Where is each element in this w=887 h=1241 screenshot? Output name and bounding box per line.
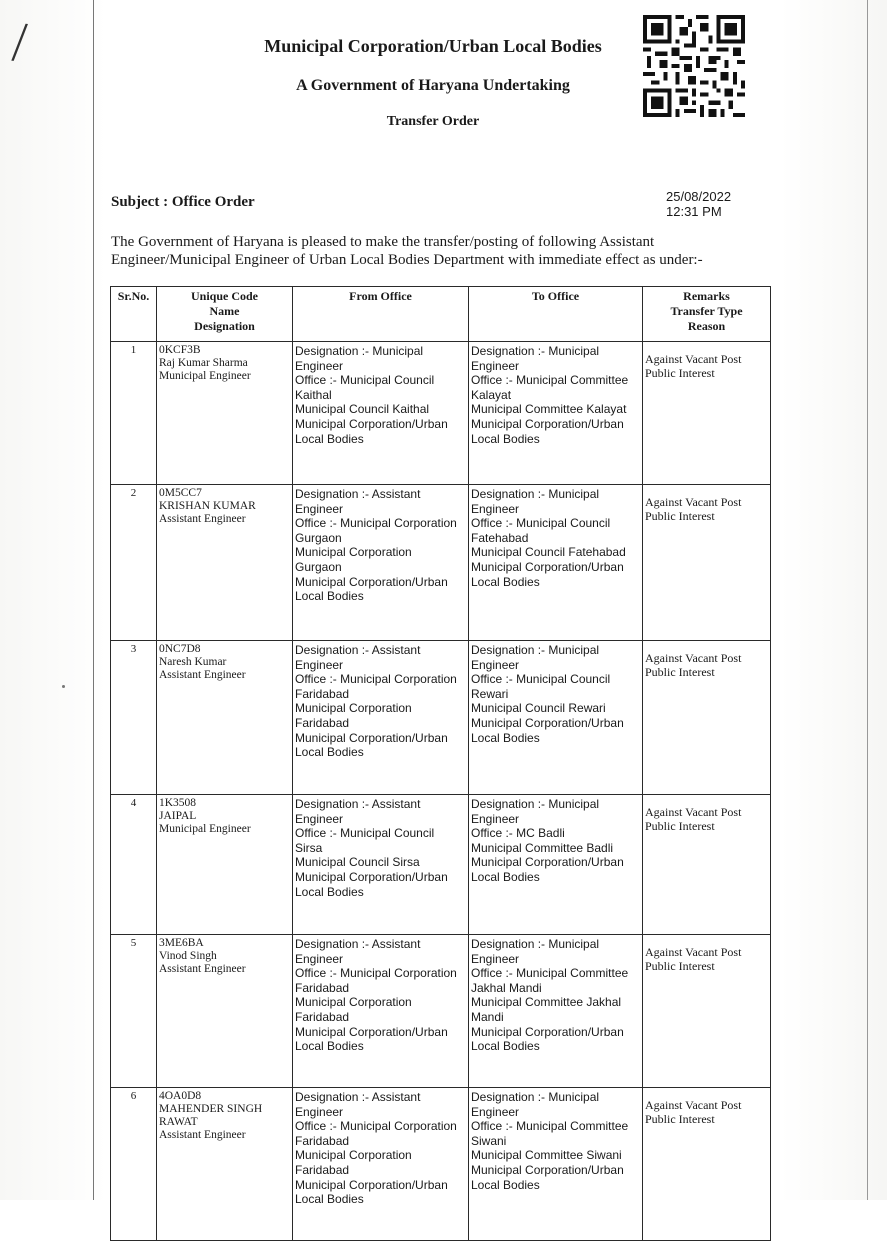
transfer-table bbox=[110, 286, 771, 1241]
to-office-line: Municipal Corporation/Urban bbox=[471, 416, 624, 431]
employee-unique-code: 1K3508 bbox=[159, 797, 197, 809]
date-time-stamp bbox=[666, 189, 731, 219]
to-office-cell bbox=[469, 342, 643, 485]
order-time: 12:31 PM bbox=[666, 204, 722, 219]
from-office-line: Sirsa bbox=[295, 840, 323, 855]
col-header-reason: Reason bbox=[687, 319, 726, 333]
remarks-cell bbox=[643, 641, 771, 795]
from-office-line: Designation :- Assistant bbox=[295, 937, 421, 951]
to-office-line: Municipal Corporation/Urban bbox=[471, 1162, 624, 1177]
to-office-line: Local Bodies bbox=[471, 730, 540, 745]
employee-designation: Assistant Engineer bbox=[159, 1129, 246, 1141]
to-office-line: Designation :- Municipal bbox=[471, 643, 600, 657]
from-office-line: Municipal Corporation bbox=[295, 1148, 412, 1163]
employee-identity-cell bbox=[157, 485, 293, 641]
from-office-cell bbox=[293, 485, 469, 641]
to-office-line: Local Bodies bbox=[471, 431, 540, 446]
serial-number: 2 bbox=[111, 485, 157, 641]
from-office-line: Office :- Municipal Corporation bbox=[295, 516, 457, 531]
from-office-line: Engineer bbox=[295, 951, 344, 966]
from-office-cell bbox=[293, 1088, 469, 1241]
employee-designation: Assistant Engineer bbox=[159, 963, 246, 975]
to-office-line: Mandi bbox=[471, 1009, 504, 1024]
to-office-line: Engineer bbox=[471, 358, 520, 373]
scan-speck bbox=[62, 685, 65, 688]
table-row bbox=[111, 641, 771, 795]
transfer-reason: Public Interest bbox=[645, 959, 715, 973]
from-office-line: Engineer bbox=[295, 811, 344, 826]
from-office-line: Municipal Corporation bbox=[295, 545, 412, 560]
remarks-cell bbox=[643, 795, 771, 935]
col-header-transfer-type: Transfer Type bbox=[670, 304, 743, 318]
serial-number: 3 bbox=[111, 641, 157, 795]
col-header-remarks bbox=[643, 287, 771, 342]
to-office-line: Office :- Municipal Committee bbox=[471, 1119, 629, 1134]
to-office-line: Designation :- Municipal bbox=[471, 344, 600, 358]
subject-line: Subject : Office Order bbox=[111, 194, 255, 210]
from-office-line: Municipal Corporation/Urban bbox=[295, 869, 448, 884]
employee-name: KRISHAN KUMAR bbox=[159, 500, 256, 512]
from-office-cell bbox=[293, 795, 469, 935]
from-office-line: Engineer bbox=[295, 358, 344, 373]
document-title: Municipal Corporation/Urban Local Bodies bbox=[264, 36, 602, 56]
remarks-cell bbox=[643, 935, 771, 1088]
col-header-from-office: From Office bbox=[293, 287, 469, 342]
employee-identity-cell bbox=[157, 935, 293, 1088]
to-office-line: Municipal Corporation/Urban bbox=[471, 559, 624, 574]
to-office-cell bbox=[469, 935, 643, 1088]
from-office-line: Office :- Municipal Council bbox=[295, 373, 435, 388]
employee-unique-code: 0KCF3B bbox=[159, 344, 201, 356]
to-office-line: Municipal Corporation/Urban bbox=[471, 715, 624, 730]
table-row bbox=[111, 795, 771, 935]
from-office-line: Office :- Municipal Corporation bbox=[295, 966, 457, 981]
from-office-line: Designation :- Assistant bbox=[295, 643, 421, 657]
to-office-line: Designation :- Municipal bbox=[471, 1090, 600, 1104]
from-office-line: Designation :- Assistant bbox=[295, 797, 421, 811]
to-office-line: Municipal Council Rewari bbox=[471, 701, 606, 716]
to-office-line: Municipal Committee Kalayat bbox=[471, 402, 627, 417]
from-office-line: Municipal Corporation/Urban bbox=[295, 1024, 448, 1039]
table-row bbox=[111, 935, 771, 1088]
transfer-reason: Public Interest bbox=[645, 1112, 715, 1126]
page-right-edge bbox=[867, 0, 868, 1200]
order-date: 25/08/2022 bbox=[666, 189, 732, 204]
from-office-line: Gurgaon bbox=[295, 530, 342, 545]
employee-identity-cell bbox=[157, 641, 293, 795]
serial-number: 4 bbox=[111, 795, 157, 935]
employee-unique-code: 3ME6BA bbox=[159, 937, 204, 949]
employee-identity-cell bbox=[157, 1088, 293, 1241]
employee-identity-cell bbox=[157, 342, 293, 485]
from-office-line: Municipal Corporation/Urban bbox=[295, 574, 448, 589]
intro-paragraph: The Government of Haryana is pleased to make the transfer/posting of following Assistant Engineer/Municipal Engineer of Urban Local Bodies Department with immediate effect as under:- bbox=[111, 234, 703, 268]
from-office-line: Faridabad bbox=[295, 1009, 350, 1024]
to-office-cell bbox=[469, 1088, 643, 1241]
qr-code-icon bbox=[643, 15, 745, 117]
from-office-line: Faridabad bbox=[295, 1162, 350, 1177]
to-office-line: Designation :- Municipal bbox=[471, 937, 600, 951]
to-office-line: Engineer bbox=[471, 811, 520, 826]
from-office-line: Faridabad bbox=[295, 1133, 350, 1148]
transfer-reason: Public Interest bbox=[645, 509, 715, 523]
to-office-line: Municipal Corporation/Urban bbox=[471, 855, 624, 870]
employee-unique-code: 0M5CC7 bbox=[159, 487, 202, 499]
table-row bbox=[111, 485, 771, 641]
to-office-line: Siwani bbox=[471, 1133, 507, 1148]
transfer-type: Against Vacant Post bbox=[645, 651, 742, 665]
from-office-line: Local Bodies bbox=[295, 1039, 364, 1054]
from-office-line: Municipal Council Sirsa bbox=[295, 855, 420, 870]
from-office-cell bbox=[293, 342, 469, 485]
from-office-line: Municipal Corporation/Urban bbox=[295, 730, 448, 745]
to-office-line: Local Bodies bbox=[471, 869, 540, 884]
from-office-line: Engineer bbox=[295, 657, 344, 672]
from-office-line: Local Bodies bbox=[295, 1192, 364, 1207]
employee-identity-cell bbox=[157, 795, 293, 935]
to-office-line: Municipal Committee Badli bbox=[471, 840, 614, 855]
from-office-line: Designation :- Municipal bbox=[295, 344, 424, 358]
to-office-line: Local Bodies bbox=[471, 1039, 540, 1054]
to-office-line: Office :- Municipal Committee bbox=[471, 966, 629, 981]
from-office-line: Local Bodies bbox=[295, 589, 364, 604]
col-header-designation: Designation bbox=[194, 319, 255, 333]
employee-name: Vinod Singh bbox=[159, 950, 217, 962]
from-office-line: Engineer bbox=[295, 1104, 344, 1119]
to-office-line: Designation :- Municipal bbox=[471, 797, 600, 811]
to-office-line: Municipal Committee Siwani bbox=[471, 1148, 622, 1163]
from-office-line: Office :- Municipal Corporation bbox=[295, 1119, 457, 1134]
transfer-type: Against Vacant Post bbox=[645, 945, 742, 959]
from-office-line: Office :- Municipal Corporation bbox=[295, 672, 457, 687]
from-office-line: Municipal Corporation/Urban bbox=[295, 1177, 448, 1192]
transfer-type: Against Vacant Post bbox=[645, 495, 742, 509]
to-office-line: Engineer bbox=[471, 501, 520, 516]
from-office-line: Faridabad bbox=[295, 715, 350, 730]
employee-designation: Municipal Engineer bbox=[159, 370, 251, 382]
table-header-row bbox=[111, 287, 771, 342]
to-office-line: Local Bodies bbox=[471, 1177, 540, 1192]
to-office-line: Office :- Municipal Council bbox=[471, 516, 611, 531]
document-subtitle: A Government of Haryana Undertaking bbox=[296, 77, 570, 94]
col-header-sr: Sr.No. bbox=[111, 287, 157, 342]
transfer-type: Against Vacant Post bbox=[645, 805, 742, 819]
transfer-reason: Public Interest bbox=[645, 665, 715, 679]
employee-name: Raj Kumar Sharma bbox=[159, 357, 248, 369]
col-header-identity bbox=[157, 287, 293, 342]
to-office-line: Local Bodies bbox=[471, 574, 540, 589]
to-office-line: Jakhal Mandi bbox=[471, 980, 542, 995]
to-office-cell bbox=[469, 641, 643, 795]
employee-designation: Assistant Engineer bbox=[159, 669, 246, 681]
to-office-line: Fatehabad bbox=[471, 530, 529, 545]
employee-designation: Municipal Engineer bbox=[159, 823, 251, 835]
from-office-line: Designation :- Assistant bbox=[295, 1090, 421, 1104]
table-row bbox=[111, 342, 771, 485]
to-office-line: Kalayat bbox=[471, 387, 512, 402]
col-header-to-office: To Office bbox=[469, 287, 643, 342]
transfer-reason: Public Interest bbox=[645, 819, 715, 833]
employee-name: MAHENDER SINGH RAWAT bbox=[159, 1103, 263, 1128]
to-office-cell bbox=[469, 485, 643, 641]
remarks-cell bbox=[643, 485, 771, 641]
to-office-line: Office :- MC Badli bbox=[471, 826, 565, 841]
to-office-line: Municipal Committee Jakhal bbox=[471, 995, 622, 1010]
from-office-line: Municipal Corporation/Urban bbox=[295, 416, 448, 431]
from-office-line: Municipal Corporation bbox=[295, 701, 412, 716]
from-office-cell bbox=[293, 935, 469, 1088]
employee-unique-code: 4OA0D8 bbox=[159, 1090, 202, 1102]
from-office-line: Faridabad bbox=[295, 686, 350, 701]
col-header-unique-code: Unique Code bbox=[190, 289, 258, 303]
employee-name: Naresh Kumar bbox=[159, 656, 227, 668]
to-office-line: Engineer bbox=[471, 657, 520, 672]
from-office-line: Local Bodies bbox=[295, 431, 364, 446]
transfer-type: Against Vacant Post bbox=[645, 1098, 742, 1112]
from-office-cell bbox=[293, 641, 469, 795]
from-office-line: Office :- Municipal Council bbox=[295, 826, 435, 841]
to-office-line: Office :- Municipal Committee bbox=[471, 373, 629, 388]
from-office-line: Designation :- Assistant bbox=[295, 487, 421, 501]
transfer-reason: Public Interest bbox=[645, 366, 715, 380]
to-office-line: Municipal Corporation/Urban bbox=[471, 1024, 624, 1039]
employee-name: JAIPAL bbox=[159, 810, 197, 822]
pen-tick-mark: / bbox=[10, 13, 30, 69]
from-office-line: Faridabad bbox=[295, 980, 350, 995]
from-office-line: Local Bodies bbox=[295, 745, 364, 760]
serial-number: 1 bbox=[111, 342, 157, 485]
from-office-line: Local Bodies bbox=[295, 884, 364, 899]
to-office-line: Municipal Council Fatehabad bbox=[471, 545, 626, 560]
to-office-line: Designation :- Municipal bbox=[471, 487, 600, 501]
to-office-line: Office :- Municipal Council bbox=[471, 672, 611, 687]
col-header-remarks-label: Remarks bbox=[683, 289, 730, 303]
remarks-cell bbox=[643, 1088, 771, 1241]
from-office-line: Engineer bbox=[295, 501, 344, 516]
to-office-cell bbox=[469, 795, 643, 935]
serial-number: 6 bbox=[111, 1088, 157, 1241]
document-type: Transfer Order bbox=[386, 114, 480, 129]
to-office-line: Engineer bbox=[471, 951, 520, 966]
employee-unique-code: 0NC7D8 bbox=[159, 643, 201, 655]
from-office-line: Kaithal bbox=[295, 387, 332, 402]
from-office-line: Municipal Council Kaithal bbox=[295, 402, 430, 417]
to-office-line: Rewari bbox=[471, 686, 509, 701]
col-header-name: Name bbox=[209, 304, 240, 318]
serial-number: 5 bbox=[111, 935, 157, 1088]
to-office-line: Engineer bbox=[471, 1104, 520, 1119]
transfer-type: Against Vacant Post bbox=[645, 352, 742, 366]
remarks-cell bbox=[643, 342, 771, 485]
table-row bbox=[111, 1088, 771, 1241]
from-office-line: Gurgaon bbox=[295, 559, 342, 574]
employee-designation: Assistant Engineer bbox=[159, 513, 246, 525]
page-left-edge bbox=[93, 0, 94, 1200]
from-office-line: Municipal Corporation bbox=[295, 995, 412, 1010]
